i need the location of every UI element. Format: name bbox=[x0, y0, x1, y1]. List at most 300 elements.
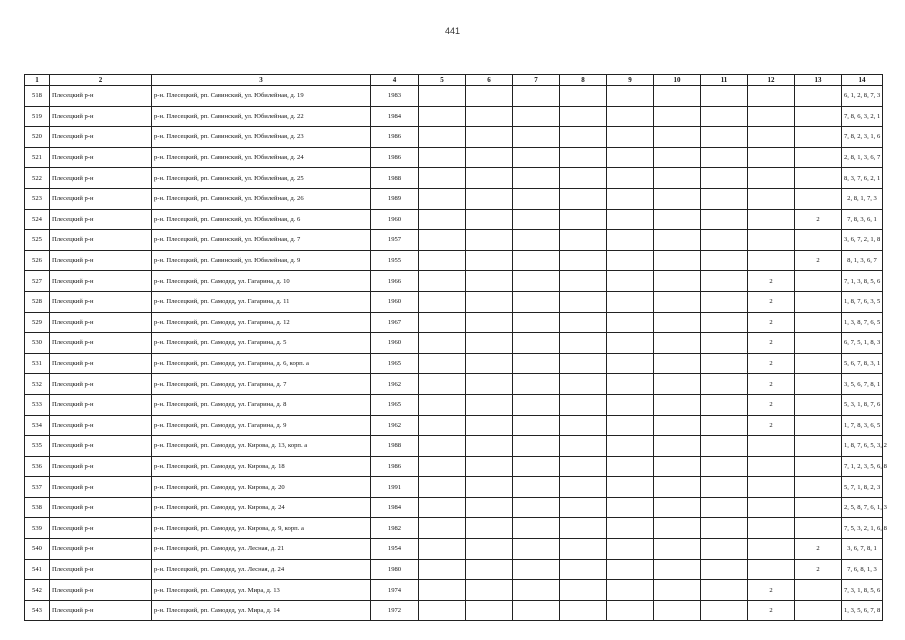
row-number-cell: 530 bbox=[25, 333, 50, 354]
empty-cell bbox=[560, 353, 607, 374]
empty-cell bbox=[513, 600, 560, 621]
column-12-cell bbox=[748, 436, 795, 457]
table-row bbox=[25, 230, 883, 251]
empty-cell bbox=[513, 86, 560, 107]
table-row bbox=[25, 271, 883, 292]
row-number-cell: 543 bbox=[25, 600, 50, 621]
codes-cell: 7, 1, 3, 8, 5, 6 bbox=[842, 271, 883, 292]
table-row bbox=[25, 209, 883, 230]
empty-cell bbox=[701, 147, 748, 168]
row-number-cell: 518 bbox=[25, 86, 50, 107]
empty-cell bbox=[654, 168, 701, 189]
empty-cell bbox=[466, 436, 513, 457]
year-cell: 1986 bbox=[371, 127, 419, 148]
empty-cell bbox=[701, 168, 748, 189]
empty-cell bbox=[607, 271, 654, 292]
district-cell: Плесецкий р-н bbox=[50, 353, 152, 374]
year-cell: 1962 bbox=[371, 415, 419, 436]
empty-cell bbox=[560, 291, 607, 312]
year-cell: 1986 bbox=[371, 456, 419, 477]
column-12-cell: 2 bbox=[748, 600, 795, 621]
district-cell: Плесецкий р-н bbox=[50, 312, 152, 333]
empty-cell bbox=[419, 106, 466, 127]
empty-cell bbox=[607, 353, 654, 374]
empty-cell bbox=[607, 580, 654, 601]
empty-cell bbox=[513, 456, 560, 477]
empty-cell bbox=[513, 312, 560, 333]
empty-cell bbox=[419, 580, 466, 601]
empty-cell bbox=[419, 394, 466, 415]
column-13-cell bbox=[795, 230, 842, 251]
column-13-cell bbox=[795, 436, 842, 457]
empty-cell bbox=[654, 394, 701, 415]
row-number-cell: 523 bbox=[25, 188, 50, 209]
empty-cell bbox=[419, 168, 466, 189]
codes-cell: 1, 8, 7, 6, 5, 3, 2 bbox=[842, 436, 883, 457]
empty-cell bbox=[607, 209, 654, 230]
empty-cell bbox=[654, 580, 701, 601]
address-cell: р-н. Плесецкий, рп. Савинский, ул. Юбилейная, д. 7 bbox=[152, 230, 371, 251]
empty-cell bbox=[654, 312, 701, 333]
empty-cell bbox=[701, 312, 748, 333]
empty-cell bbox=[466, 374, 513, 395]
page-number: 441 bbox=[444, 26, 461, 36]
empty-cell bbox=[419, 477, 466, 498]
empty-cell bbox=[607, 291, 654, 312]
row-number-cell: 542 bbox=[25, 580, 50, 601]
table-row bbox=[25, 312, 883, 333]
column-12-cell bbox=[748, 230, 795, 251]
district-cell: Плесецкий р-н bbox=[50, 250, 152, 271]
codes-cell: 6, 7, 5, 1, 8, 3 bbox=[842, 333, 883, 354]
empty-cell bbox=[466, 209, 513, 230]
empty-cell bbox=[513, 477, 560, 498]
column-13-cell bbox=[795, 188, 842, 209]
district-cell: Плесецкий р-н bbox=[50, 230, 152, 251]
table-row bbox=[25, 436, 883, 457]
empty-cell bbox=[607, 394, 654, 415]
empty-cell bbox=[560, 580, 607, 601]
empty-cell bbox=[701, 477, 748, 498]
address-cell: р-н. Плесецкий, рп. Самодед, ул. Кирова, д. 9, корп. а bbox=[152, 518, 371, 539]
year-cell: 1983 bbox=[371, 86, 419, 107]
address-cell: р-н. Плесецкий, рп. Савинский, ул. Юбилейная, д. 25 bbox=[152, 168, 371, 189]
column-header-4: 4 bbox=[371, 75, 419, 86]
empty-cell bbox=[419, 497, 466, 518]
year-cell: 1966 bbox=[371, 271, 419, 292]
empty-cell bbox=[466, 230, 513, 251]
row-number-cell: 528 bbox=[25, 291, 50, 312]
column-12-cell: 2 bbox=[748, 271, 795, 292]
empty-cell bbox=[419, 127, 466, 148]
column-header-5: 5 bbox=[419, 75, 466, 86]
table-row bbox=[25, 291, 883, 312]
column-header-12: 12 bbox=[748, 75, 795, 86]
empty-cell bbox=[466, 580, 513, 601]
column-13-cell: 2 bbox=[795, 539, 842, 560]
address-cell: р-н. Плесецкий, рп. Самодед, ул. Кирова, д. 20 bbox=[152, 477, 371, 498]
empty-cell bbox=[654, 497, 701, 518]
empty-cell bbox=[419, 600, 466, 621]
empty-cell bbox=[701, 250, 748, 271]
empty-cell bbox=[513, 291, 560, 312]
empty-cell bbox=[419, 353, 466, 374]
district-cell: Плесецкий р-н bbox=[50, 580, 152, 601]
column-12-cell: 2 bbox=[748, 580, 795, 601]
table-row bbox=[25, 147, 883, 168]
empty-cell bbox=[654, 559, 701, 580]
table-row bbox=[25, 353, 883, 374]
empty-cell bbox=[419, 230, 466, 251]
codes-cell: 1, 8, 7, 6, 3, 5 bbox=[842, 291, 883, 312]
registry-table bbox=[24, 74, 887, 621]
row-number-cell: 540 bbox=[25, 539, 50, 560]
empty-cell bbox=[560, 456, 607, 477]
address-cell: р-н. Плесецкий, рп. Савинский, ул. Юбилейная, д. 26 bbox=[152, 188, 371, 209]
district-cell: Плесецкий р-н bbox=[50, 600, 152, 621]
empty-cell bbox=[654, 518, 701, 539]
empty-cell bbox=[466, 353, 513, 374]
column-header-10: 10 bbox=[654, 75, 701, 86]
empty-cell bbox=[560, 539, 607, 560]
empty-cell bbox=[607, 188, 654, 209]
table-row bbox=[25, 580, 883, 601]
empty-cell bbox=[560, 374, 607, 395]
empty-cell bbox=[560, 559, 607, 580]
column-13-cell bbox=[795, 271, 842, 292]
row-number-cell: 526 bbox=[25, 250, 50, 271]
table-row bbox=[25, 539, 883, 560]
year-cell: 1984 bbox=[371, 106, 419, 127]
year-cell: 1955 bbox=[371, 250, 419, 271]
row-number-cell: 521 bbox=[25, 147, 50, 168]
codes-cell: 7, 8, 3, 6, 1 bbox=[842, 209, 883, 230]
table-row bbox=[25, 168, 883, 189]
empty-cell bbox=[466, 600, 513, 621]
row-number-cell: 537 bbox=[25, 477, 50, 498]
codes-cell: 7, 1, 2, 3, 5, 6, 8 bbox=[842, 456, 883, 477]
codes-cell: 7, 3, 1, 8, 5, 6 bbox=[842, 580, 883, 601]
address-cell: р-н. Плесецкий, рп. Савинский, ул. Юбилейная, д. 22 bbox=[152, 106, 371, 127]
empty-cell bbox=[701, 394, 748, 415]
column-header-8: 8 bbox=[560, 75, 607, 86]
column-12-cell: 2 bbox=[748, 374, 795, 395]
column-13-cell bbox=[795, 600, 842, 621]
empty-cell bbox=[701, 271, 748, 292]
empty-cell bbox=[419, 436, 466, 457]
empty-cell bbox=[654, 415, 701, 436]
column-13-cell bbox=[795, 168, 842, 189]
column-13-cell bbox=[795, 580, 842, 601]
empty-cell bbox=[560, 271, 607, 292]
column-header-6: 6 bbox=[466, 75, 513, 86]
column-12-cell bbox=[748, 127, 795, 148]
year-cell: 1967 bbox=[371, 312, 419, 333]
table-row bbox=[25, 518, 883, 539]
codes-cell: 7, 5, 3, 2, 1, 6, 8 bbox=[842, 518, 883, 539]
column-header-3: 3 bbox=[152, 75, 371, 86]
column-13-cell bbox=[795, 291, 842, 312]
empty-cell bbox=[419, 86, 466, 107]
empty-cell bbox=[654, 271, 701, 292]
column-12-cell bbox=[748, 209, 795, 230]
empty-cell bbox=[513, 271, 560, 292]
empty-cell bbox=[513, 188, 560, 209]
address-cell: р-н. Плесецкий, рп. Самодед, ул. Гагарина, д. 5 bbox=[152, 333, 371, 354]
column-header-9: 9 bbox=[607, 75, 654, 86]
empty-cell bbox=[607, 147, 654, 168]
column-13-cell: 2 bbox=[795, 250, 842, 271]
empty-cell bbox=[466, 271, 513, 292]
address-cell: р-н. Плесецкий, рп. Самодед, ул. Гагарина, д. 6, корп. а bbox=[152, 353, 371, 374]
year-cell: 1960 bbox=[371, 291, 419, 312]
empty-cell bbox=[701, 580, 748, 601]
year-cell: 1989 bbox=[371, 188, 419, 209]
row-number-cell: 525 bbox=[25, 230, 50, 251]
empty-cell bbox=[419, 559, 466, 580]
empty-cell bbox=[560, 127, 607, 148]
empty-cell bbox=[654, 188, 701, 209]
empty-cell bbox=[701, 127, 748, 148]
empty-cell bbox=[560, 497, 607, 518]
empty-cell bbox=[466, 106, 513, 127]
district-cell: Плесецкий р-н bbox=[50, 456, 152, 477]
column-13-cell bbox=[795, 374, 842, 395]
district-cell: Плесецкий р-н bbox=[50, 188, 152, 209]
year-cell: 1965 bbox=[371, 394, 419, 415]
column-12-cell bbox=[748, 477, 795, 498]
column-13-cell bbox=[795, 312, 842, 333]
column-12-cell bbox=[748, 86, 795, 107]
district-cell: Плесецкий р-н bbox=[50, 291, 152, 312]
column-header-11: 11 bbox=[701, 75, 748, 86]
year-cell: 1980 bbox=[371, 559, 419, 580]
codes-cell: 6, 1, 2, 8, 7, 3 bbox=[842, 86, 883, 107]
district-cell: Плесецкий р-н bbox=[50, 147, 152, 168]
empty-cell bbox=[701, 456, 748, 477]
registry-body bbox=[25, 86, 887, 621]
empty-cell bbox=[654, 86, 701, 107]
year-cell: 1988 bbox=[371, 168, 419, 189]
column-13-cell bbox=[795, 497, 842, 518]
year-cell: 1965 bbox=[371, 353, 419, 374]
address-cell: р-н. Плесецкий, рп. Самодед, ул. Гагарина, д. 10 bbox=[152, 271, 371, 292]
empty-cell bbox=[466, 415, 513, 436]
empty-cell bbox=[466, 497, 513, 518]
empty-cell bbox=[654, 147, 701, 168]
codes-cell: 7, 8, 6, 3, 2, 1 bbox=[842, 106, 883, 127]
empty-cell bbox=[513, 333, 560, 354]
codes-cell: 8, 1, 3, 6, 7 bbox=[842, 250, 883, 271]
table-row bbox=[25, 559, 883, 580]
column-header-13: 13 bbox=[795, 75, 842, 86]
empty-cell bbox=[607, 436, 654, 457]
empty-cell bbox=[560, 230, 607, 251]
empty-cell bbox=[607, 127, 654, 148]
table-row bbox=[25, 333, 883, 354]
address-cell: р-н. Плесецкий, рп. Самодед, ул. Кирова, д. 24 bbox=[152, 497, 371, 518]
table-row bbox=[25, 188, 883, 209]
empty-cell bbox=[513, 436, 560, 457]
codes-cell: 7, 8, 2, 3, 1, 6 bbox=[842, 127, 883, 148]
column-13-cell bbox=[795, 147, 842, 168]
empty-cell bbox=[513, 580, 560, 601]
table-row bbox=[25, 477, 883, 498]
empty-cell bbox=[654, 250, 701, 271]
table-row bbox=[25, 415, 883, 436]
district-cell: Плесецкий р-н bbox=[50, 477, 152, 498]
column-header-1: 1 bbox=[25, 75, 50, 86]
empty-cell bbox=[560, 250, 607, 271]
year-cell: 1957 bbox=[371, 230, 419, 251]
empty-cell bbox=[654, 436, 701, 457]
table-row bbox=[25, 127, 883, 148]
district-cell: Плесецкий р-н bbox=[50, 209, 152, 230]
year-cell: 1954 bbox=[371, 539, 419, 560]
empty-cell bbox=[654, 353, 701, 374]
column-12-cell bbox=[748, 168, 795, 189]
column-13-cell: 2 bbox=[795, 209, 842, 230]
empty-cell bbox=[466, 312, 513, 333]
codes-cell: 3, 6, 7, 8, 1 bbox=[842, 539, 883, 560]
codes-cell: 1, 7, 8, 3, 6, 5 bbox=[842, 415, 883, 436]
empty-cell bbox=[607, 230, 654, 251]
column-12-cell: 2 bbox=[748, 415, 795, 436]
empty-cell bbox=[607, 600, 654, 621]
empty-cell bbox=[466, 147, 513, 168]
address-cell: р-н. Плесецкий, рп. Савинский, ул. Юбилейная, д. 23 bbox=[152, 127, 371, 148]
empty-cell bbox=[654, 539, 701, 560]
district-cell: Плесецкий р-н bbox=[50, 436, 152, 457]
empty-cell bbox=[560, 333, 607, 354]
column-12-cell: 2 bbox=[748, 333, 795, 354]
district-cell: Плесецкий р-н bbox=[50, 374, 152, 395]
empty-cell bbox=[701, 188, 748, 209]
empty-cell bbox=[419, 291, 466, 312]
empty-cell bbox=[607, 86, 654, 107]
address-cell: р-н. Плесецкий, рп. Савинский, ул. Юбилейная, д. 6 bbox=[152, 209, 371, 230]
empty-cell bbox=[419, 518, 466, 539]
empty-cell bbox=[466, 333, 513, 354]
table-row bbox=[25, 86, 883, 107]
row-number-cell: 522 bbox=[25, 168, 50, 189]
codes-cell: 2, 8, 1, 3, 6, 7 bbox=[842, 147, 883, 168]
empty-cell bbox=[419, 312, 466, 333]
empty-cell bbox=[560, 209, 607, 230]
column-12-cell bbox=[748, 518, 795, 539]
empty-cell bbox=[419, 456, 466, 477]
empty-cell bbox=[513, 106, 560, 127]
codes-cell: 3, 5, 6, 7, 8, 1 bbox=[842, 374, 883, 395]
row-number-cell: 520 bbox=[25, 127, 50, 148]
empty-cell bbox=[701, 518, 748, 539]
empty-cell bbox=[419, 333, 466, 354]
row-number-cell: 519 bbox=[25, 106, 50, 127]
district-cell: Плесецкий р-н bbox=[50, 333, 152, 354]
year-cell: 1960 bbox=[371, 209, 419, 230]
district-cell: Плесецкий р-н bbox=[50, 168, 152, 189]
empty-cell bbox=[654, 127, 701, 148]
column-12-cell bbox=[748, 106, 795, 127]
empty-cell bbox=[607, 539, 654, 560]
empty-cell bbox=[560, 312, 607, 333]
year-cell: 1960 bbox=[371, 333, 419, 354]
codes-cell: 1, 3, 5, 6, 7, 8 bbox=[842, 600, 883, 621]
empty-cell bbox=[701, 539, 748, 560]
empty-cell bbox=[607, 106, 654, 127]
empty-cell bbox=[466, 250, 513, 271]
empty-cell bbox=[513, 539, 560, 560]
district-cell: Плесецкий р-н bbox=[50, 539, 152, 560]
table-row bbox=[25, 374, 883, 395]
empty-cell bbox=[654, 230, 701, 251]
empty-cell bbox=[513, 353, 560, 374]
district-cell: Плесецкий р-н bbox=[50, 415, 152, 436]
address-cell: р-н. Плесецкий, рп. Самодед, ул. Гагарина, д. 7 bbox=[152, 374, 371, 395]
column-13-cell bbox=[795, 456, 842, 477]
column-13-cell bbox=[795, 353, 842, 374]
empty-cell bbox=[419, 271, 466, 292]
year-cell: 1986 bbox=[371, 147, 419, 168]
column-13-cell bbox=[795, 127, 842, 148]
empty-cell bbox=[607, 456, 654, 477]
year-cell: 1982 bbox=[371, 518, 419, 539]
empty-cell bbox=[607, 518, 654, 539]
empty-cell bbox=[419, 415, 466, 436]
row-number-cell: 539 bbox=[25, 518, 50, 539]
column-13-cell bbox=[795, 106, 842, 127]
address-cell: р-н. Плесецкий, рп. Савинский, ул. Юбилейная, д. 24 bbox=[152, 147, 371, 168]
row-number-cell: 531 bbox=[25, 353, 50, 374]
column-12-cell bbox=[748, 497, 795, 518]
empty-cell bbox=[419, 250, 466, 271]
empty-cell bbox=[560, 600, 607, 621]
column-13-cell: 2 bbox=[795, 559, 842, 580]
empty-cell bbox=[560, 477, 607, 498]
district-cell: Плесецкий р-н bbox=[50, 271, 152, 292]
row-number-cell: 533 bbox=[25, 394, 50, 415]
empty-cell bbox=[654, 291, 701, 312]
address-cell: р-н. Плесецкий, рп. Самодед, ул. Гагарина, д. 9 bbox=[152, 415, 371, 436]
empty-cell bbox=[607, 333, 654, 354]
empty-cell bbox=[560, 168, 607, 189]
address-cell: р-н. Плесецкий, рп. Савинский, ул. Юбилейная, д. 9 bbox=[152, 250, 371, 271]
empty-cell bbox=[466, 168, 513, 189]
empty-cell bbox=[560, 106, 607, 127]
year-cell: 1991 bbox=[371, 477, 419, 498]
empty-cell bbox=[560, 188, 607, 209]
row-number-cell: 534 bbox=[25, 415, 50, 436]
column-12-cell: 2 bbox=[748, 312, 795, 333]
row-number-cell: 535 bbox=[25, 436, 50, 457]
empty-cell bbox=[701, 209, 748, 230]
column-12-cell bbox=[748, 188, 795, 209]
table-row bbox=[25, 600, 883, 621]
column-12-cell: 2 bbox=[748, 291, 795, 312]
empty-cell bbox=[607, 250, 654, 271]
empty-cell bbox=[701, 415, 748, 436]
column-13-cell bbox=[795, 333, 842, 354]
empty-cell bbox=[513, 559, 560, 580]
empty-cell bbox=[560, 86, 607, 107]
district-cell: Плесецкий р-н bbox=[50, 127, 152, 148]
empty-cell bbox=[513, 209, 560, 230]
table-row bbox=[25, 394, 883, 415]
address-cell: р-н. Плесецкий, рп. Савинский, ул. Юбилейная, д. 19 bbox=[152, 86, 371, 107]
empty-cell bbox=[513, 497, 560, 518]
empty-cell bbox=[701, 436, 748, 457]
empty-cell bbox=[701, 106, 748, 127]
